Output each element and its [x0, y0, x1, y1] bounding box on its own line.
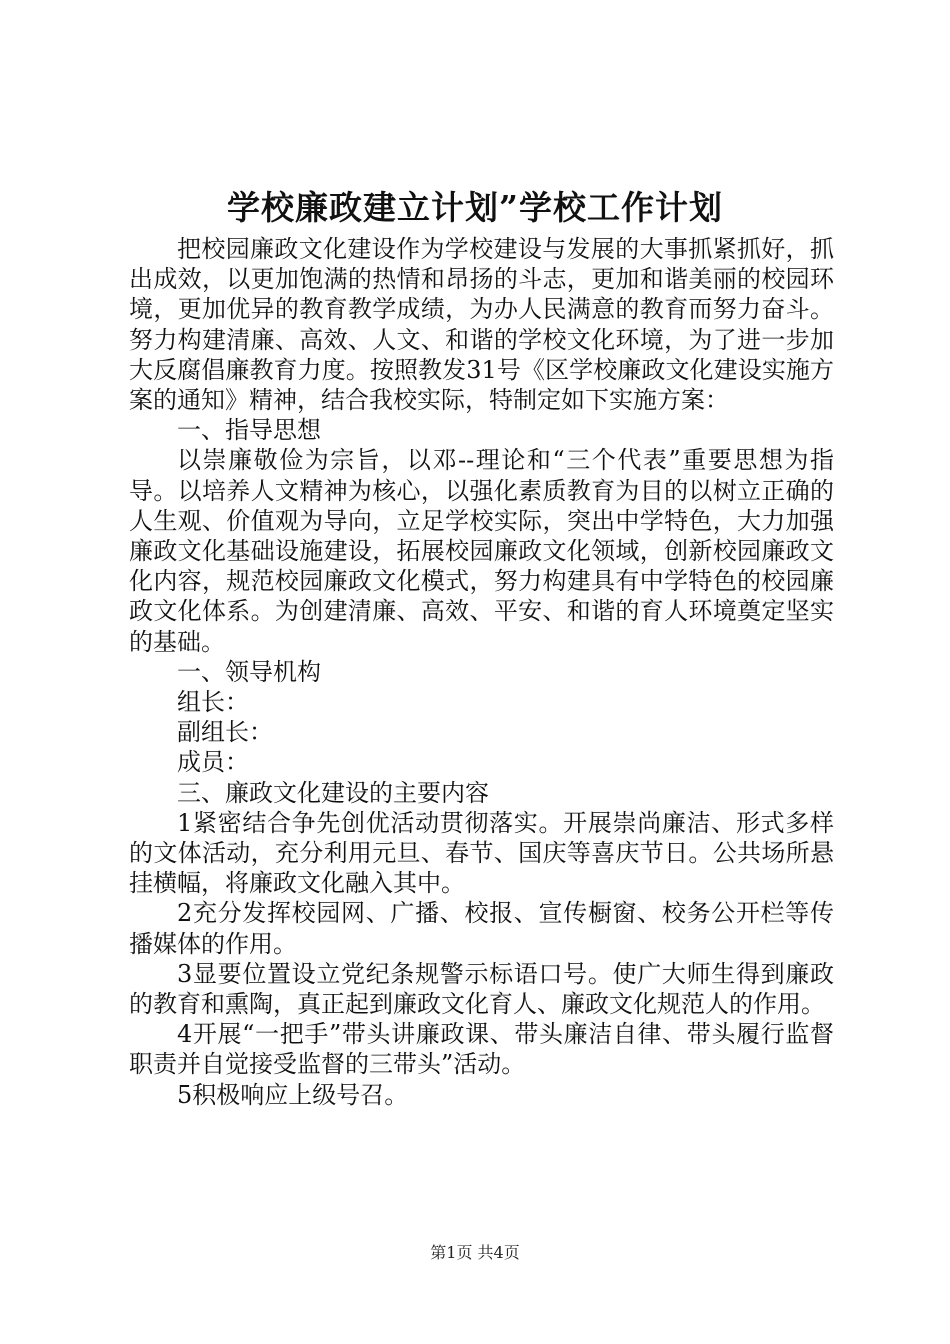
document-body	[129, 234, 834, 1110]
content-item-5: 5积极响应上级号召。	[177, 1080, 409, 1109]
guiding-ideology-paragraph: 以崇廉敬俭为宗旨，以邓--理论和“三个代表”重要思想为指导。以培养人文精神为核心，以强化素质教育为目的以树立正确的人生观、价值观为导向，立足学校实际，突出中学特色，大力加强廉政文化基础设施建设，拓展校园廉政文化领域，创新校园廉政文化内容，规范校园廉政文化模式，努力构建具有中学特色的校园廉政文化体系。为创建清廉、高效、平安、和谐的育人环境奠定坚实的基础。	[129, 446, 834, 656]
page-number-footer: 第1页 共4页	[430, 1243, 520, 1262]
section-heading-main-content: 三、廉政文化建设的主要内容	[177, 778, 489, 807]
document-title: 学校廉政建立计划”学校工作计划	[227, 188, 723, 227]
section-heading-guiding-ideology: 一、指导思想	[177, 416, 321, 445]
section-heading-leadership: 一、领导机构	[177, 657, 321, 686]
intro-paragraph: 把校园廉政文化建设作为学校建设与发展的大事抓紧抓好，抓出成效，以更加饱满的热情和昂扬的斗志，更加和谐美丽的校园环境，更加优异的教育教学成绩，为办人民满意的教育而努力奋斗。努力构建清廉、高效、人文、和谐的学校文化环境，为了进一步加大反腐倡廉教育力度。按照教发31号《区学校廉政文化建设实施方案的通知》精神，结合我校实际，特制定如下实施方案：	[129, 235, 834, 415]
members-line: 成员：	[177, 748, 249, 777]
leader-line: 组长：	[177, 688, 249, 717]
content-item-2: 2充分发挥校园网、广播、校报、宣传橱窗、校务公开栏等传播媒体的作用。	[129, 899, 834, 958]
content-item-3: 3显要位置设立党纪条规警示标语口号。使广大师生得到廉政的教育和熏陶，真正起到廉政文化育人、廉政文化规范人的作用。	[129, 959, 834, 1019]
content-item-1: 1紧密结合争先创优活动贯彻落实。开展崇尚廉洁、形式多样的文体活动，充分利用元旦、春节、国庆等喜庆节日。公共场所悬挂横幅，将廉政文化融入其中。	[129, 808, 834, 898]
content-item-4: 4开展“一把手”带头讲廉政课、带头廉洁自律、带头履行监督职责并自觉接受监督的三带头”活动。	[129, 1020, 834, 1079]
deputy-leader-line: 副组长：	[177, 718, 273, 747]
